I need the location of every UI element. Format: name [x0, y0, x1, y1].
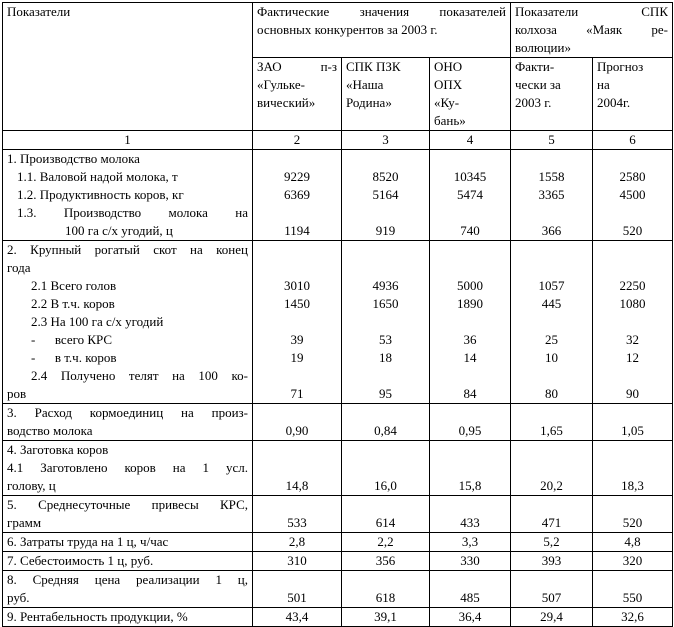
value-cell: 14,8	[253, 441, 342, 496]
value-cell: 550	[593, 571, 673, 608]
value-cell: 1,05	[593, 404, 673, 441]
row-label: 9. Рентабельность продукции, %	[3, 608, 253, 627]
header-col5: Факти- чески за 2003 г.	[511, 58, 593, 131]
column-number: 6	[593, 131, 673, 150]
value-cell: 507	[511, 571, 593, 608]
column-number: 3	[342, 131, 430, 150]
value-cell: 533	[253, 496, 342, 533]
row-labels: 5. Среднесуточные привесы КРС, грамм	[3, 496, 253, 533]
column-number: 4	[430, 131, 511, 150]
values-col2: 3010 1450 39 19 71	[253, 241, 342, 404]
header-competitors: Фактические значения показателей основных конкурентов за 2003 г.	[253, 3, 511, 58]
row-label: 7. Себестоимость 1 ц, руб.	[3, 552, 253, 571]
row-label: 6. Затраты труда на 1 ц, ч/час	[3, 533, 253, 552]
section-6-labor-costs	[3, 533, 673, 552]
value-cell: 310	[253, 552, 342, 571]
value-cell: 356	[342, 552, 430, 571]
section-5-daily-gain	[3, 496, 673, 533]
header-indicators: Показатели	[3, 3, 253, 131]
header-col6: Прогноз на 2004г.	[593, 58, 673, 131]
value-cell: 5,2	[511, 533, 593, 552]
value-cell: 39,1	[342, 608, 430, 627]
section-9-profitability	[3, 608, 673, 627]
value-cell: 4,8	[593, 533, 673, 552]
column-number: 2	[253, 131, 342, 150]
value-cell: 15,8	[430, 441, 511, 496]
row-labels: 8. Средняя цена реализации 1 ц, руб.	[3, 571, 253, 608]
value-cell: 614	[342, 496, 430, 533]
row-labels: 3. Расход кормоединиц на произ- водство молока	[3, 404, 253, 441]
value-cell: 16,0	[342, 441, 430, 496]
values-col5: 1057 445 25 10 80	[511, 241, 593, 404]
values-col3: 8520 5164 919	[342, 150, 430, 241]
value-cell: 618	[342, 571, 430, 608]
header-col3: СПК ПЗК «Наша Родина»	[342, 58, 430, 131]
value-cell: 471	[511, 496, 593, 533]
section-7-cost-price	[3, 552, 673, 571]
header-col2: ЗАО п-з «Гульке- вический»	[253, 58, 342, 131]
section-8-sale-price	[3, 571, 673, 608]
value-cell: 29,4	[511, 608, 593, 627]
value-cell: 0,90	[253, 404, 342, 441]
value-cell: 0,84	[342, 404, 430, 441]
value-cell: 2,2	[342, 533, 430, 552]
column-number: 1	[3, 131, 253, 150]
value-cell: 36,4	[430, 608, 511, 627]
values-col5: 1558 3365 366	[511, 150, 593, 241]
values-col4: 5000 1890 36 14 84	[430, 241, 511, 404]
header-mayak: Показатели СПК колхоза «Маяк ре- волюции»	[511, 3, 673, 58]
values-col6: 2580 4500 520	[593, 150, 673, 241]
row-labels: 4. Заготовка коров 4.1 Заготовлено коров на 1 усл. голову, ц	[3, 441, 253, 496]
header-row	[3, 3, 673, 58]
values-col2: 9229 6369 1194	[253, 150, 342, 241]
row-labels: 1. Производство молока 1.1. Валовой надой молока, т 1.2. Продуктивность коров, кг 1.3. Производство молока на 100 га с/х угодий, ц	[3, 150, 253, 241]
value-cell: 0,95	[430, 404, 511, 441]
value-cell: 330	[430, 552, 511, 571]
section-4-cow-procurement	[3, 441, 673, 496]
value-cell: 1,65	[511, 404, 593, 441]
value-cell: 433	[430, 496, 511, 533]
value-cell: 320	[593, 552, 673, 571]
column-number-row	[3, 131, 673, 150]
header-col4: ОНО ОПХ «Ку- бань»	[430, 58, 511, 131]
value-cell: 3,3	[430, 533, 511, 552]
value-cell: 520	[593, 496, 673, 533]
column-number: 5	[511, 131, 593, 150]
value-cell: 485	[430, 571, 511, 608]
value-cell: 2,8	[253, 533, 342, 552]
section-1-milk-production	[3, 150, 673, 241]
value-cell: 18,3	[593, 441, 673, 496]
values-col6: 2250 1080 32 12 90	[593, 241, 673, 404]
value-cell: 20,2	[511, 441, 593, 496]
value-cell: 501	[253, 571, 342, 608]
row-labels: 2. Крупный рогатый скот на конец года 2.1 Всего голов 2.2 В т.ч. коров 2.3 На 100 га с/х угодий - всего КРС - в т.ч. коров 2.4 Получено телят на 100 ко- ров	[3, 241, 253, 404]
value-cell: 43,4	[253, 608, 342, 627]
section-2-cattle	[3, 241, 673, 404]
value-cell: 32,6	[593, 608, 673, 627]
competitors-table	[2, 2, 673, 627]
section-3-feed-units	[3, 404, 673, 441]
values-col3: 4936 1650 53 18 95	[342, 241, 430, 404]
values-col4: 10345 5474 740	[430, 150, 511, 241]
value-cell: 393	[511, 552, 593, 571]
